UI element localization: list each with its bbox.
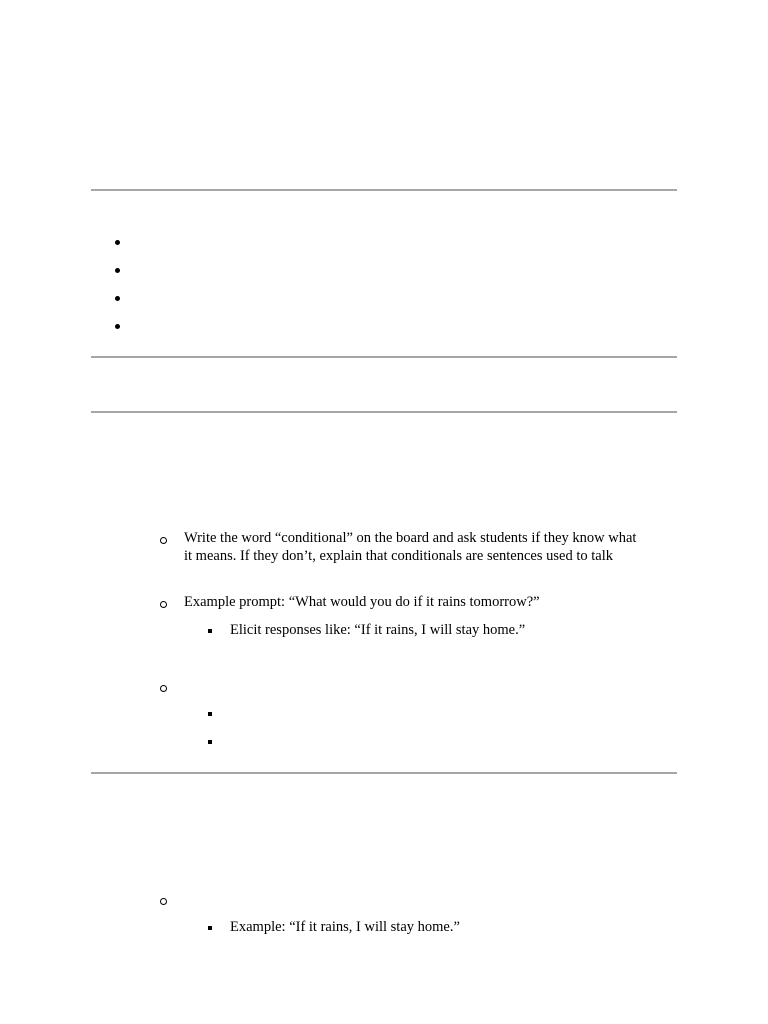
sub-sub-bullet-square-icon [208, 629, 212, 633]
section-divider [91, 411, 677, 413]
sub-bullet-circle-icon [160, 601, 167, 608]
section-divider [91, 356, 677, 358]
section-divider [91, 189, 677, 191]
bullet-icon [115, 268, 120, 273]
list-item-text: Example: “If it rains, I will stay home.” [230, 919, 460, 935]
list-item-text: Example prompt: “What would you do if it rains tomorrow?” [184, 594, 540, 610]
list-item-text: Write the word “conditional” on the board and ask students if they know what [184, 530, 637, 546]
sub-sub-bullet-square-icon [208, 712, 212, 716]
bullet-icon [115, 240, 120, 245]
list-item-text: it means. If they don’t, explain that conditionals are sentences used to talk [184, 548, 613, 564]
sub-bullet-circle-icon [160, 685, 167, 692]
bullet-icon [115, 324, 120, 329]
sub-bullet-circle-icon [160, 537, 167, 544]
sub-bullet-circle-icon [160, 898, 167, 905]
bullet-icon [115, 296, 120, 301]
section-divider [91, 772, 677, 774]
sub-sub-bullet-square-icon [208, 926, 212, 930]
list-item-text: Elicit responses like: “If it rains, I will stay home.” [230, 622, 526, 638]
sub-sub-bullet-square-icon [208, 740, 212, 744]
